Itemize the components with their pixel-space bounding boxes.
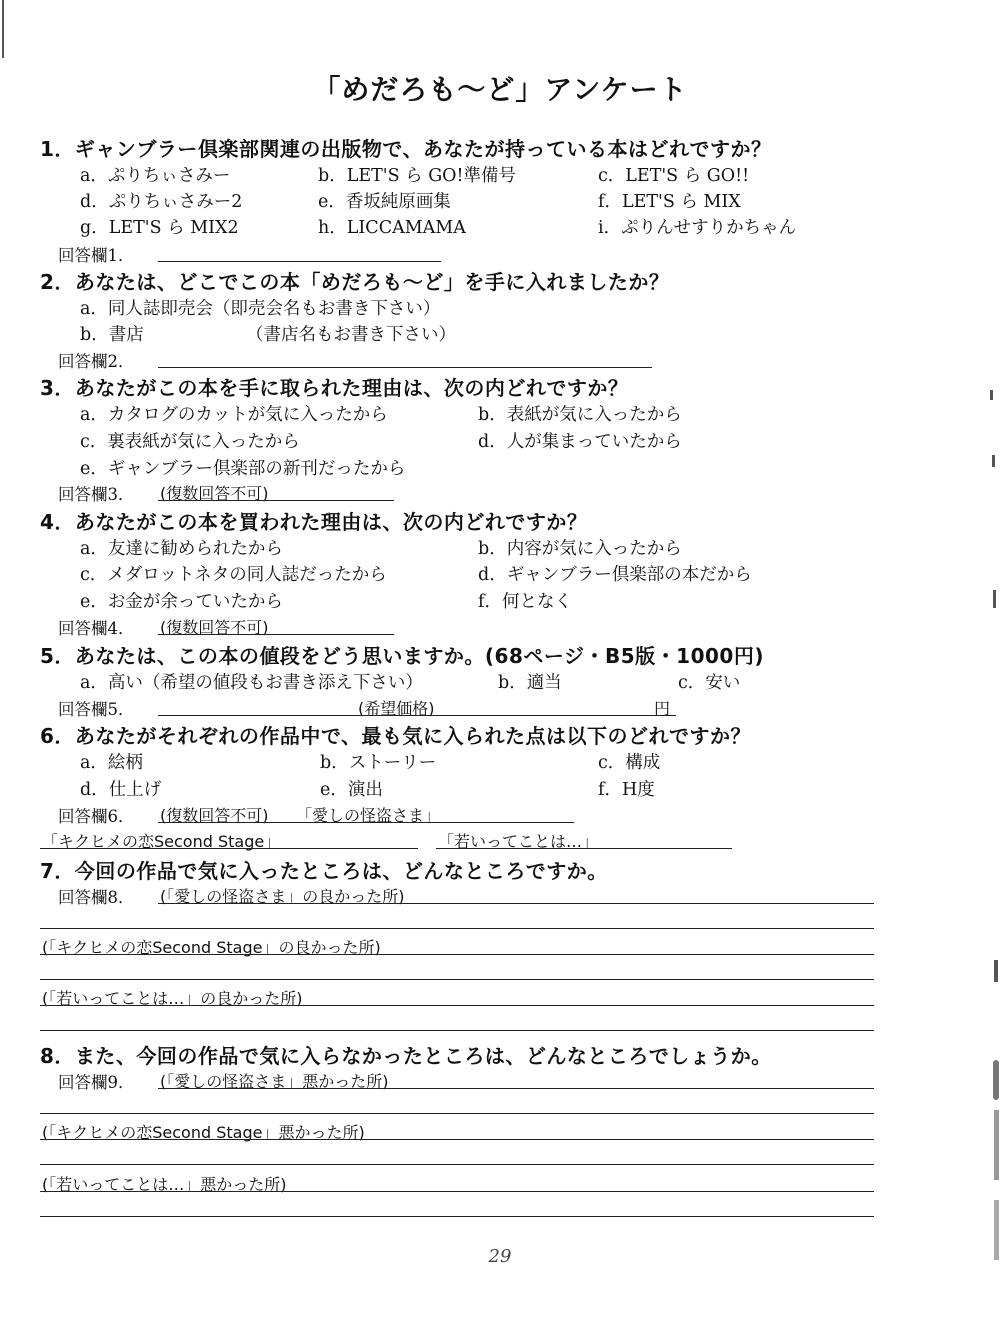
q1-option-g: g．LET'S ら MIX2 (80, 218, 239, 238)
q4-option-c: c．メダロットネタの同人誌だったから (80, 565, 387, 585)
question-6: 6．あなたがそれぞれの作品中で、最も気に入られた点は以下のどれですか？ (40, 724, 752, 748)
q1-option-c: c．LET'S ら GO!! (598, 166, 750, 186)
q4-option-d: d．ギャンブラー倶楽部の本だから (478, 565, 752, 585)
question-3: 3．あなたがこの本を手に取られた理由は、次の内どれですか？ (40, 376, 629, 400)
q6-work1-label: 「愛しの怪盗さま」 (296, 806, 441, 825)
q8-answer-line-6[interactable] (40, 1216, 874, 1217)
scan-edge-mark (993, 590, 996, 608)
q7-good-work1-label: (「愛しの怪盗さま」の良かった所) (160, 887, 405, 906)
q6-option-e: e．演出 (320, 780, 383, 800)
q8-answer-label: 回答欄9． (58, 1073, 135, 1092)
scan-edge-mark (990, 390, 993, 400)
q8-answer-line-4[interactable] (40, 1164, 874, 1165)
q6-answer-field-work1[interactable] (158, 822, 574, 823)
q7-answer-label: 回答欄8． (58, 888, 135, 907)
q5-option-c: c．安い (678, 673, 741, 693)
q2-option-b-note: （書店名もお書き下さい） (246, 325, 456, 345)
q1-option-e: e．香坂純原画集 (318, 192, 451, 212)
q5-answer-label: 回答欄5． (58, 700, 135, 719)
q7-answer-line-6[interactable] (40, 1030, 874, 1031)
q6-answer-field-work3[interactable] (436, 848, 732, 849)
q6-option-a: a．絵柄 (80, 753, 143, 773)
q1-answer-field[interactable] (158, 261, 441, 262)
q8-answer-line-1[interactable] (158, 1088, 874, 1089)
q1-option-h: h．LICCAMAMA (318, 218, 466, 238)
question-8: 8．また、今回の作品で気に入らなかったところは、どんなところでしょうか。 (40, 1044, 772, 1068)
scan-edge-mark (994, 960, 998, 982)
scan-edge-mark (994, 1110, 999, 1180)
q5-option-a: a．高い（希望の値段もお書き添え下さい） (80, 673, 423, 693)
q8-answer-line-5[interactable] (40, 1191, 874, 1192)
q1-option-f: f．LET'S ら MIX (598, 192, 741, 212)
question-2: 2．あなたは、どこでこの本「めだろも〜ど」を手に入れましたか？ (40, 270, 670, 294)
scan-edge-mark (993, 1060, 999, 1100)
q6-work3-label: 「若いってことは…」 (438, 832, 599, 851)
q4-answer-field[interactable] (158, 634, 394, 635)
q5-option-b: b．適当 (498, 673, 562, 693)
q3-answer-note: (復数回答不可) (160, 484, 269, 503)
q6-answer-field-work2[interactable] (40, 848, 418, 849)
q3-answer-label: 回答欄3． (58, 485, 135, 504)
q1-answer-label: 回答欄1． (58, 246, 135, 265)
q3-option-b: b．表紙が気に入ったから (478, 405, 682, 425)
q3-option-e: e．ギャンブラー倶楽部の新刊だったから (80, 459, 406, 479)
q7-good-work2-label: (「キクヒメの恋Second Stage」の良かった所) (42, 938, 381, 957)
q4-option-f: f．何となく (478, 592, 572, 612)
q6-option-b: b．ストーリー (320, 753, 437, 773)
q6-work2-label: 「キクヒメの恋Second Stage」 (42, 832, 281, 851)
q4-option-b: b．内容が気に入ったから (478, 539, 682, 559)
question-4: 4．あなたがこの本を買われた理由は、次の内どれですか？ (40, 510, 588, 534)
scan-edge-mark-left (2, 0, 4, 58)
q4-answer-label: 回答欄4． (58, 619, 135, 638)
q6-answer-label: 回答欄6． (58, 807, 135, 826)
q3-option-c: c．裏表紙が気に入ったから (80, 432, 300, 452)
q3-option-d: d．人が集まっていたから (478, 432, 682, 452)
scan-edge-mark (994, 1200, 999, 1260)
q6-option-f: f．H度 (598, 780, 655, 800)
q2-answer-label: 回答欄2． (58, 352, 135, 371)
q5-yen-unit: 円 (654, 699, 671, 718)
q4-answer-note: (復数回答不可) (160, 618, 269, 637)
scan-edge-mark (992, 455, 995, 467)
q7-answer-line-2[interactable] (40, 928, 874, 929)
q7-good-work3-label: (「若いってことは…」の良かった所) (42, 989, 303, 1008)
q1-option-b: b．LET'S ら GO!準備号 (318, 166, 517, 186)
q6-option-c: c．構成 (598, 753, 661, 773)
page-number: 29 (488, 1246, 512, 1267)
q7-answer-line-5[interactable] (40, 1005, 874, 1006)
q2-answer-field[interactable] (158, 367, 652, 368)
q5-answer-field[interactable] (158, 715, 676, 716)
q6-answer-note: (復数回答不可) (160, 806, 269, 825)
question-5: 5．あなたは、この本の値段をどう思いますか。(68ページ・B5版・1000円) (40, 644, 764, 668)
q1-option-d: d．ぷりちぃさみー2 (80, 192, 243, 212)
q1-option-a: a．ぷりちぃさみー (80, 166, 231, 186)
q5-price-note: (希望価格) (358, 699, 435, 718)
q8-bad-work2-label: (「キクヒメの恋Second Stage」悪かった所) (42, 1123, 365, 1142)
q7-answer-line-4[interactable] (40, 979, 874, 980)
q8-answer-line-2[interactable] (40, 1113, 874, 1114)
question-1: 1．ギャンブラー倶楽部関連の出版物で、あなたが持っている本はどれですか？ (40, 137, 772, 161)
q4-option-e: e．お金が余っていたから (80, 592, 283, 612)
q8-answer-line-3[interactable] (40, 1139, 874, 1140)
q1-option-i: i．ぷりんせすりかちゃん (598, 218, 797, 238)
q2-option-a: a．同人誌即売会（即売会名もお書き下さい） (80, 299, 441, 319)
q7-answer-line-1[interactable] (158, 903, 874, 904)
q2-option-b: b．書店 (80, 325, 144, 345)
q7-answer-line-3[interactable] (40, 954, 874, 955)
q6-option-d: d．仕上げ (80, 780, 162, 800)
q3-option-a: a．カタログのカットが気に入ったから (80, 405, 388, 425)
q8-bad-work3-label: (「若いってことは…」悪かった所) (42, 1175, 287, 1194)
page-title: 「めだろも〜ど」アンケート (312, 73, 688, 106)
q8-bad-work1-label: (「愛しの怪盗さま」悪かった所) (160, 1072, 389, 1091)
q4-option-a: a．友達に勧められたから (80, 539, 283, 559)
question-7: 7．今回の作品で気に入ったところは、どんなところですか。 (40, 859, 608, 883)
q3-answer-field[interactable] (158, 500, 394, 501)
